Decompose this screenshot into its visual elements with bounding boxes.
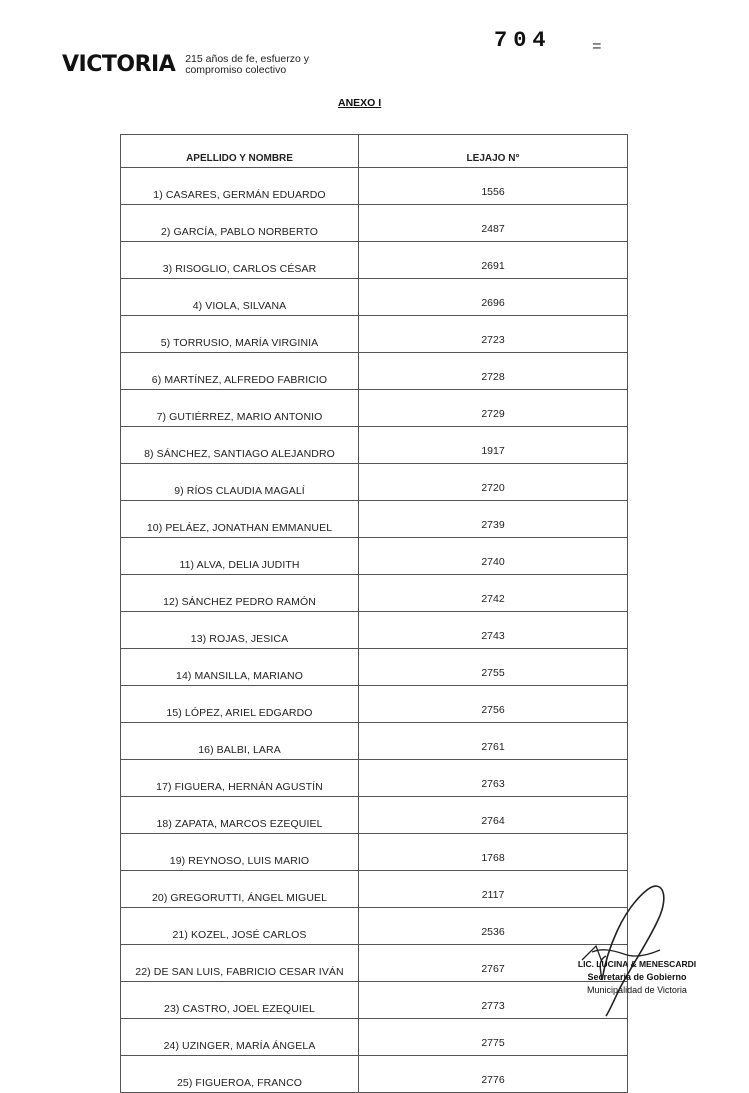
table-row — [121, 316, 628, 353]
corner-mark: = — [592, 38, 602, 56]
employee-name: 18) ZAPATA, MARCOS EZEQUIEL — [121, 797, 359, 834]
employee-name: 16) BALBI, LARA — [121, 723, 359, 760]
table-row — [121, 279, 628, 316]
annex-title: ANEXO I — [338, 97, 382, 109]
employee-name: 13) ROJAS, JESICA — [121, 612, 359, 649]
signatory-name: LIC. LUCINA & MENESCARDI — [577, 959, 697, 969]
employee-name: 9) RÍOS CLAUDIA MAGALÍ — [121, 464, 359, 501]
file-number: 2739 — [359, 501, 628, 538]
table-row — [121, 1056, 628, 1093]
file-number: 2756 — [359, 686, 628, 723]
employee-name: 17) FIGUERA, HERNÁN AGUSTÍN — [121, 760, 359, 797]
file-number: 2487 — [359, 205, 628, 242]
table-row — [121, 390, 628, 427]
file-number: 2742 — [359, 575, 628, 612]
table-row — [121, 427, 628, 464]
file-number: 2775 — [359, 1019, 628, 1056]
file-number: 2691 — [359, 242, 628, 279]
table-row — [121, 649, 628, 686]
file-number: 2761 — [359, 723, 628, 760]
table-row — [121, 612, 628, 649]
employee-name: 7) GUTIÉRREZ, MARIO ANTONIO — [121, 390, 359, 427]
table-body — [121, 168, 628, 1093]
table-row — [121, 353, 628, 390]
table-row — [121, 501, 628, 538]
table-row — [121, 464, 628, 501]
signatory-institution: Municipalidad de Victoria — [587, 985, 687, 995]
table-row — [121, 760, 628, 797]
table-row — [121, 945, 628, 982]
employee-name: 23) CASTRO, JOEL EZEQUIEL — [121, 982, 359, 1019]
file-number: 2776 — [359, 1056, 628, 1093]
file-number: 2743 — [359, 612, 628, 649]
employee-name: 14) MANSILLA, MARIANO — [121, 649, 359, 686]
file-number: 2723 — [359, 316, 628, 353]
file-number: 2729 — [359, 390, 628, 427]
file-number: 2536 — [359, 908, 628, 945]
employee-name: 24) UZINGER, MARÍA ÁNGELA — [121, 1019, 359, 1056]
employee-name: 1) CASARES, GERMÁN EDUARDO — [121, 168, 359, 205]
employee-name: 21) KOZEL, JOSÉ CARLOS — [121, 908, 359, 945]
table-row — [121, 797, 628, 834]
file-number: 1768 — [359, 834, 628, 871]
file-number: 2763 — [359, 760, 628, 797]
handwritten-signature — [562, 870, 702, 1020]
employee-name: 20) GREGORUTTI, ÁNGEL MIGUEL — [121, 871, 359, 908]
employee-name: 11) ALVA, DELIA JUDITH — [121, 538, 359, 575]
file-number: 1917 — [359, 427, 628, 464]
signatory-role: Secretaria de Gobierno — [587, 972, 687, 982]
municipality-logo — [62, 52, 315, 77]
file-number: 2720 — [359, 464, 628, 501]
employee-name: 12) SÁNCHEZ PEDRO RAMÓN — [121, 575, 359, 612]
file-number: 2773 — [359, 982, 628, 1019]
logo-word: VICTORIA — [62, 52, 176, 77]
file-number: 1556 — [359, 168, 628, 205]
file-number: 2740 — [359, 538, 628, 575]
table-row — [121, 871, 628, 908]
file-number: 2696 — [359, 279, 628, 316]
employee-name: 5) TORRUSIO, MARÍA VIRGINIA — [121, 316, 359, 353]
employee-name: 22) DE SAN LUIS, FABRICIO CESAR IVÁN — [121, 945, 359, 982]
employee-name: 8) SÁNCHEZ, SANTIAGO ALEJANDRO — [121, 427, 359, 464]
table-row — [121, 205, 628, 242]
file-number: 2764 — [359, 797, 628, 834]
table-row — [121, 168, 628, 205]
file-number: 2767 — [359, 945, 628, 982]
employee-table — [120, 134, 628, 1093]
file-number: 2117 — [359, 871, 628, 908]
table-row — [121, 1019, 628, 1056]
logo-tagline: 215 años de fe, esfuerzo y compromiso colectivo — [185, 52, 309, 76]
employee-name: 2) GARCÍA, PABLO NORBERTO — [121, 205, 359, 242]
employee-name: 25) FIGUEROA, FRANCO — [121, 1056, 359, 1093]
table-row — [121, 538, 628, 575]
signature-block — [562, 958, 712, 997]
header-name: APELLIDO Y NOMBRE — [121, 135, 359, 168]
employee-name: 6) MARTÍNEZ, ALFREDO FABRICIO — [121, 353, 359, 390]
table-row — [121, 242, 628, 279]
header-file-number: LEJAJO N° — [359, 135, 628, 168]
employee-name: 15) LÓPEZ, ARIEL EDGARDO — [121, 686, 359, 723]
employee-name: 4) VIOLA, SILVANA — [121, 279, 359, 316]
table-row — [121, 834, 628, 871]
table-row — [121, 575, 628, 612]
table-row — [121, 723, 628, 760]
employee-name: 3) RISOGLIO, CARLOS CÉSAR — [121, 242, 359, 279]
employee-name: 19) REYNOSO, LUIS MARIO — [121, 834, 359, 871]
table-row — [121, 908, 628, 945]
page-number: 704 — [494, 28, 552, 53]
table-row — [121, 686, 628, 723]
table-row — [121, 982, 628, 1019]
table-header-row — [121, 135, 628, 168]
employee-name: 10) PELÁEZ, JONATHAN EMMANUEL — [121, 501, 359, 538]
file-number: 2728 — [359, 353, 628, 390]
file-number: 2755 — [359, 649, 628, 686]
